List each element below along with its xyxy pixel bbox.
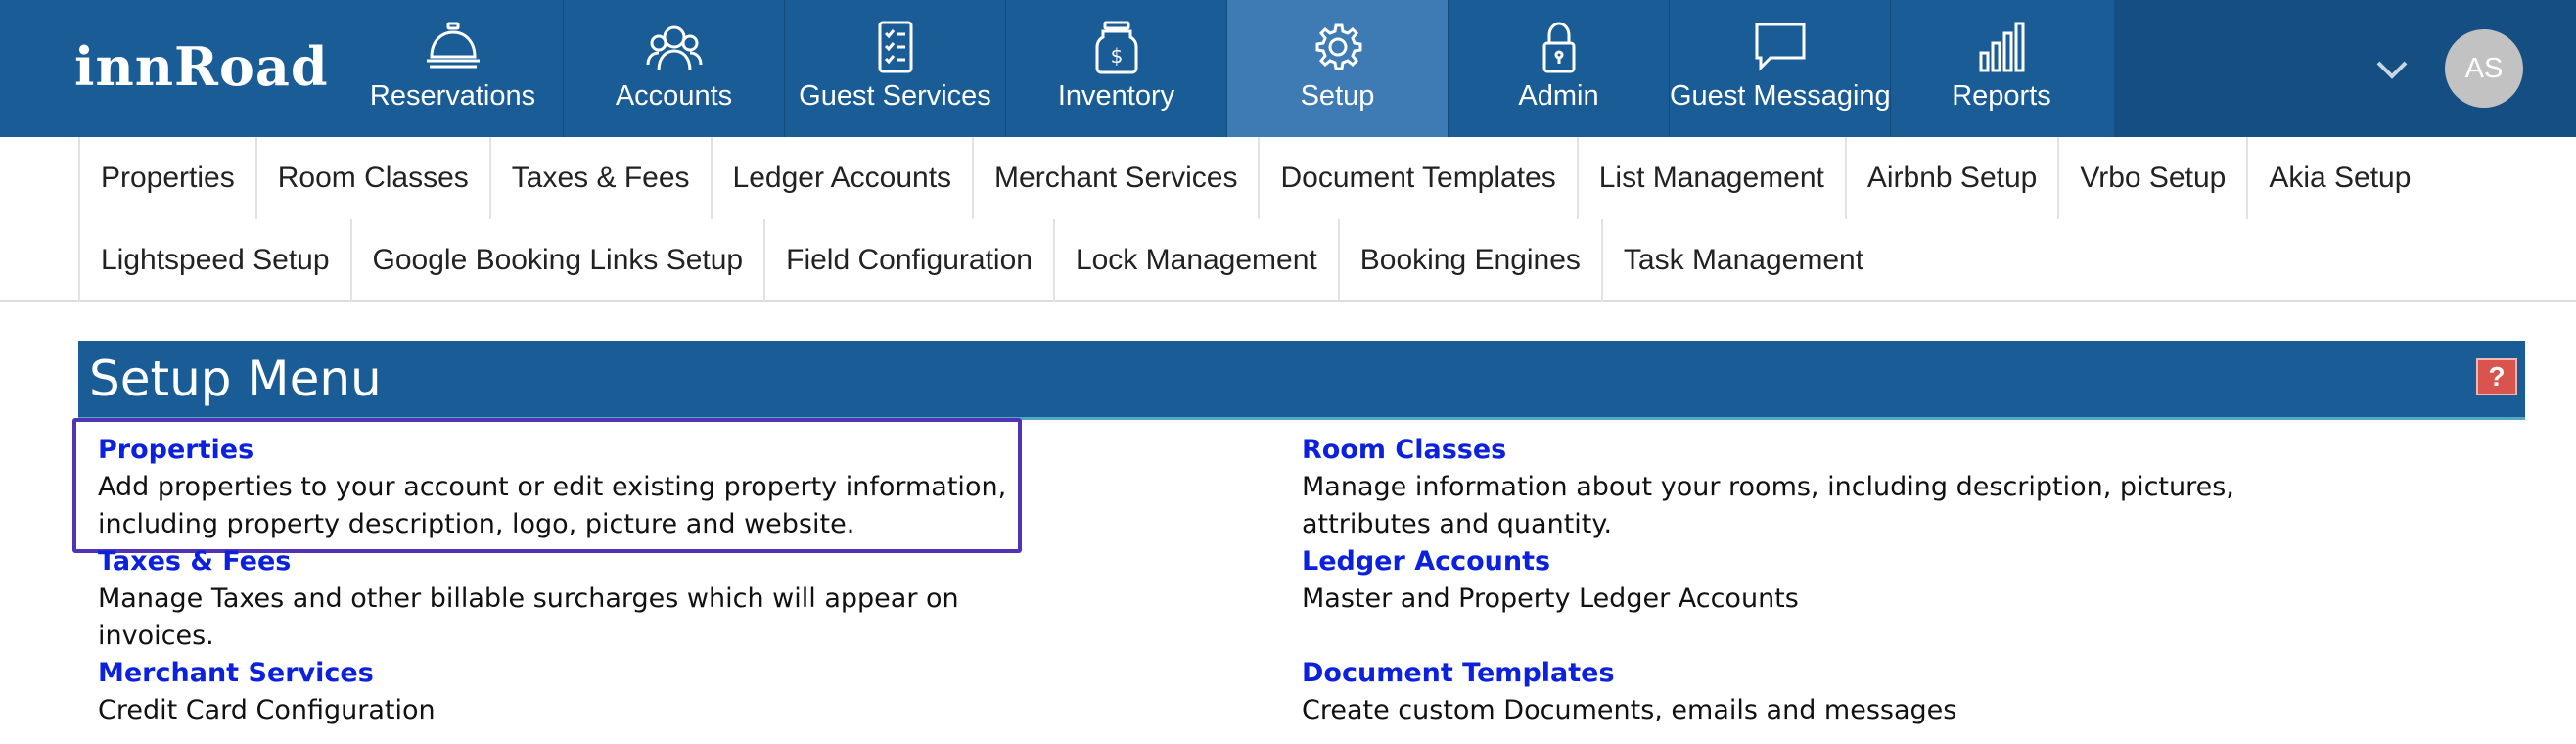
entry-description: Create custom Documents, emails and messages <box>1302 695 1957 725</box>
setup-entry-ledger-accounts <box>1302 543 2300 618</box>
subnav-lightspeed-setup[interactable]: Lightspeed Setup <box>78 219 350 302</box>
nav-inventory[interactable] <box>1006 0 1227 137</box>
nav-reservations[interactable] <box>343 0 564 137</box>
help-button[interactable]: ? <box>2476 358 2517 395</box>
gear-icon <box>1309 20 1367 74</box>
chevron-down-icon[interactable] <box>2370 51 2414 90</box>
room-classes-link[interactable]: Room Classes <box>1302 435 1507 465</box>
selection-highlight <box>72 418 1022 553</box>
subnav-properties[interactable]: Properties <box>78 137 255 219</box>
sub-nav-row-1 <box>78 137 2431 219</box>
subnav-booking-engines[interactable]: Booking Engines <box>1338 219 1601 302</box>
merchant-services-link[interactable]: Merchant Services <box>98 658 374 688</box>
nav-label: Reports <box>1952 80 2051 112</box>
nav-label: Admin <box>1518 80 1599 112</box>
entry-description: Master and Property Ledger Accounts <box>1302 583 1799 614</box>
subnav-document-templates[interactable]: Document Templates <box>1258 137 1576 219</box>
subnav-room-classes[interactable]: Room Classes <box>255 137 489 219</box>
subnav-vrbo-setup[interactable]: Vrbo Setup <box>2057 137 2246 219</box>
bar-chart-icon <box>1972 20 2031 74</box>
nav-label: Setup <box>1300 80 1375 112</box>
lock-icon <box>1530 20 1588 74</box>
entry-description: including property description, logo, picture and website. <box>98 509 855 539</box>
bell-icon <box>424 20 483 74</box>
sub-nav <box>0 137 2576 302</box>
nav-accounts[interactable] <box>564 0 785 137</box>
nav-guest-services[interactable] <box>785 0 1006 137</box>
subnav-lock-management[interactable]: Lock Management <box>1053 219 1338 302</box>
main-nav <box>343 0 2112 137</box>
entry-description: attributes and quantity. <box>1302 509 1613 539</box>
setup-entry-room-classes <box>1302 432 2300 543</box>
ledger-accounts-link[interactable]: Ledger Accounts <box>1302 546 1551 577</box>
setup-entry-taxes-fees <box>98 543 1096 655</box>
jar-icon <box>1087 20 1146 74</box>
subnav-task-management[interactable]: Task Management <box>1601 219 1884 302</box>
page-title: Setup Menu <box>89 350 382 407</box>
svg-text:$: $ <box>1110 44 1123 68</box>
avatar[interactable]: AS <box>2445 29 2523 108</box>
nav-reports[interactable] <box>1891 0 2112 137</box>
taxes-fees-link[interactable]: Taxes & Fees <box>98 546 292 577</box>
properties-link[interactable]: Properties <box>98 435 254 465</box>
subnav-ledger-accounts[interactable]: Ledger Accounts <box>711 137 973 219</box>
setup-menu-header <box>78 341 2525 417</box>
clipboard-icon <box>866 20 925 74</box>
entry-description: Manage Taxes and other billable surcharges which will appear on <box>98 583 959 614</box>
people-icon <box>645 20 704 74</box>
document-templates-link[interactable]: Document Templates <box>1302 658 1615 688</box>
setup-entry-merchant-services <box>98 655 1096 729</box>
subnav-list-management[interactable]: List Management <box>1577 137 1845 219</box>
nav-label: Guest Messaging <box>1670 80 1891 112</box>
app-logo[interactable]: innRoad <box>74 35 329 98</box>
nav-guest-messaging[interactable] <box>1670 0 1891 137</box>
subnav-field-configuration[interactable]: Field Configuration <box>763 219 1053 302</box>
subnav-taxes-fees[interactable]: Taxes & Fees <box>489 137 711 219</box>
setup-entry-document-templates <box>1302 655 2300 729</box>
subnav-akia-setup[interactable]: Akia Setup <box>2246 137 2431 219</box>
entry-description: invoices. <box>98 621 214 651</box>
entry-description: Add properties to your account or edit existing property information, <box>98 472 1007 502</box>
nav-setup[interactable] <box>1227 0 1449 137</box>
top-nav <box>0 0 2576 137</box>
nav-label: Guest Services <box>799 80 991 112</box>
subnav-google-booking-links[interactable]: Google Booking Links Setup <box>350 219 764 302</box>
chat-icon <box>1751 20 1810 74</box>
entry-description: Credit Card Configuration <box>98 695 436 725</box>
nav-label: Accounts <box>615 80 733 112</box>
subnav-merchant-services[interactable]: Merchant Services <box>972 137 1258 219</box>
subnav-airbnb-setup[interactable]: Airbnb Setup <box>1845 137 2057 219</box>
entry-description: Manage information about your rooms, including description, pictures, <box>1302 472 2234 502</box>
nav-admin[interactable] <box>1449 0 1670 137</box>
nav-label: Inventory <box>1057 80 1175 112</box>
sub-nav-row-2 <box>78 219 1884 302</box>
nav-label: Reservations <box>369 80 536 112</box>
